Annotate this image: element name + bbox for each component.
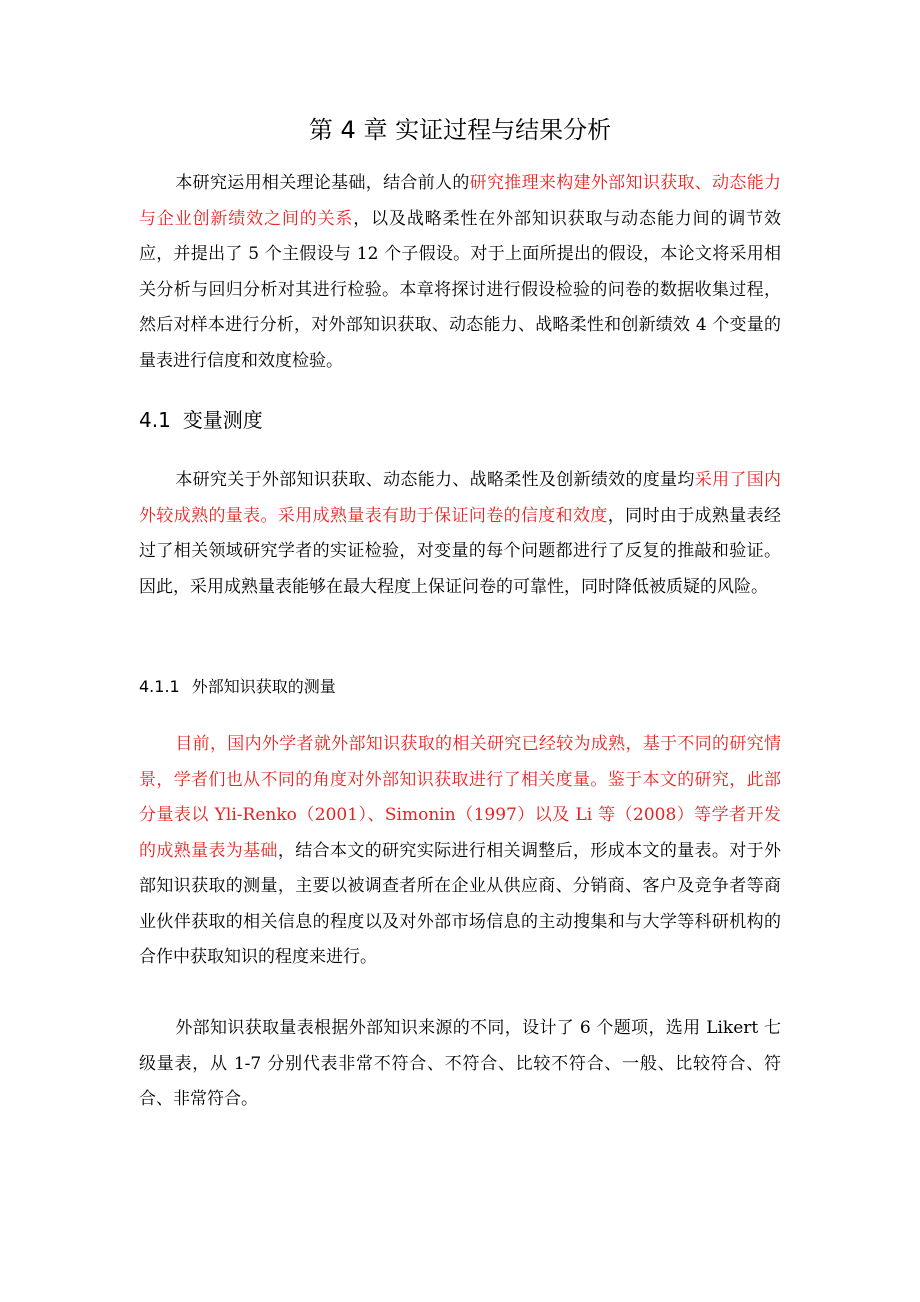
section-4-1-paragraph bbox=[139, 463, 781, 605]
section-4-1-1-paragraph-1 bbox=[139, 727, 781, 976]
section-4-1-segment: 本研究关于外部知识获取、动态能力、战略柔性及创新绩效的度量均 bbox=[175, 470, 695, 490]
subsection-number: 4.1.1 bbox=[139, 677, 180, 696]
section-number: 4.1 bbox=[139, 408, 171, 432]
section-4-1-highlight: 采用了国内外较成熟的量表。采用成熟量表有助于保证问卷的信度和效度 bbox=[139, 470, 782, 526]
intro-paragraph bbox=[139, 166, 781, 379]
section-4-1-1-para2-text: 外部知识获取量表根据外部知识来源的不同，设计了 6 个题项，选用 Likert 七级量表，从 1-7 分别代表非常不符合、不符合、比较不符合、一般、比较符合、符合、非常符合。 bbox=[139, 1018, 781, 1109]
section-4-1-segment: ，同时由于成熟量表经过了相关领域研究学者的实证检验，对变量的每个问题都进行了反复的推敲和验证。因此，采用成熟量表能够在最大程度上保证问卷的可靠性，同时降低被质疑的风险。 bbox=[139, 505, 781, 597]
section-4-1-1-highlight: 目前，国内外学者就外部知识获取的相关研究已经较为成熟，基于不同的研究情景，学者们也从不同的角度对外部知识获取进行了相关度量。鉴于本文的研究，此部分量表以 Yli-Renko（2001）、Simonin（1997）以及 Li 等（2008）等学者开发的成熟量表为基础 bbox=[139, 734, 781, 861]
intro-segment: 本研究运用相关理论基础，结合前人的 bbox=[175, 173, 470, 193]
intro-segment: ，以及战略柔性在外部知识获取与动态能力间的调节效应，并提出了 5 个主假设与 12 个子假设。对于上面所提出的假设，本论文将采用相关分析与回归分析对其进行检验。本章将探讨进行假设检验的问卷的数据收集过程，然后对样本进行分析，对外部知识获取、动态能力、战略柔性和创新绩效 4 个变量的量表进行信度和效度检验。 bbox=[139, 208, 782, 371]
section-title: 变量测度 bbox=[182, 408, 263, 432]
intro-highlight: 研究推理来构建外部知识获取、动态能力与企业创新绩效之间的关系 bbox=[139, 173, 782, 229]
section-heading-4-1 bbox=[139, 404, 263, 436]
section-4-1-1-segment: ，结合本文的研究实际进行相关调整后，形成本文的量表。对于外部知识获取的测量，主要以被调查者所在企业从供应商、分销商、客户及竞争者等商业伙伴获取的相关信息的程度以及对外部市场信息的主动搜集和与大学等科研机构的合作中获取知识的程度来进行。 bbox=[139, 840, 782, 967]
chapter-title: 第 4 章 实证过程与结果分析 bbox=[308, 116, 612, 144]
section-4-1-1-paragraph-2 bbox=[139, 1011, 781, 1118]
section-heading-4-1-1 bbox=[139, 673, 336, 701]
subsection-title: 外部知识获取的测量 bbox=[191, 677, 336, 696]
